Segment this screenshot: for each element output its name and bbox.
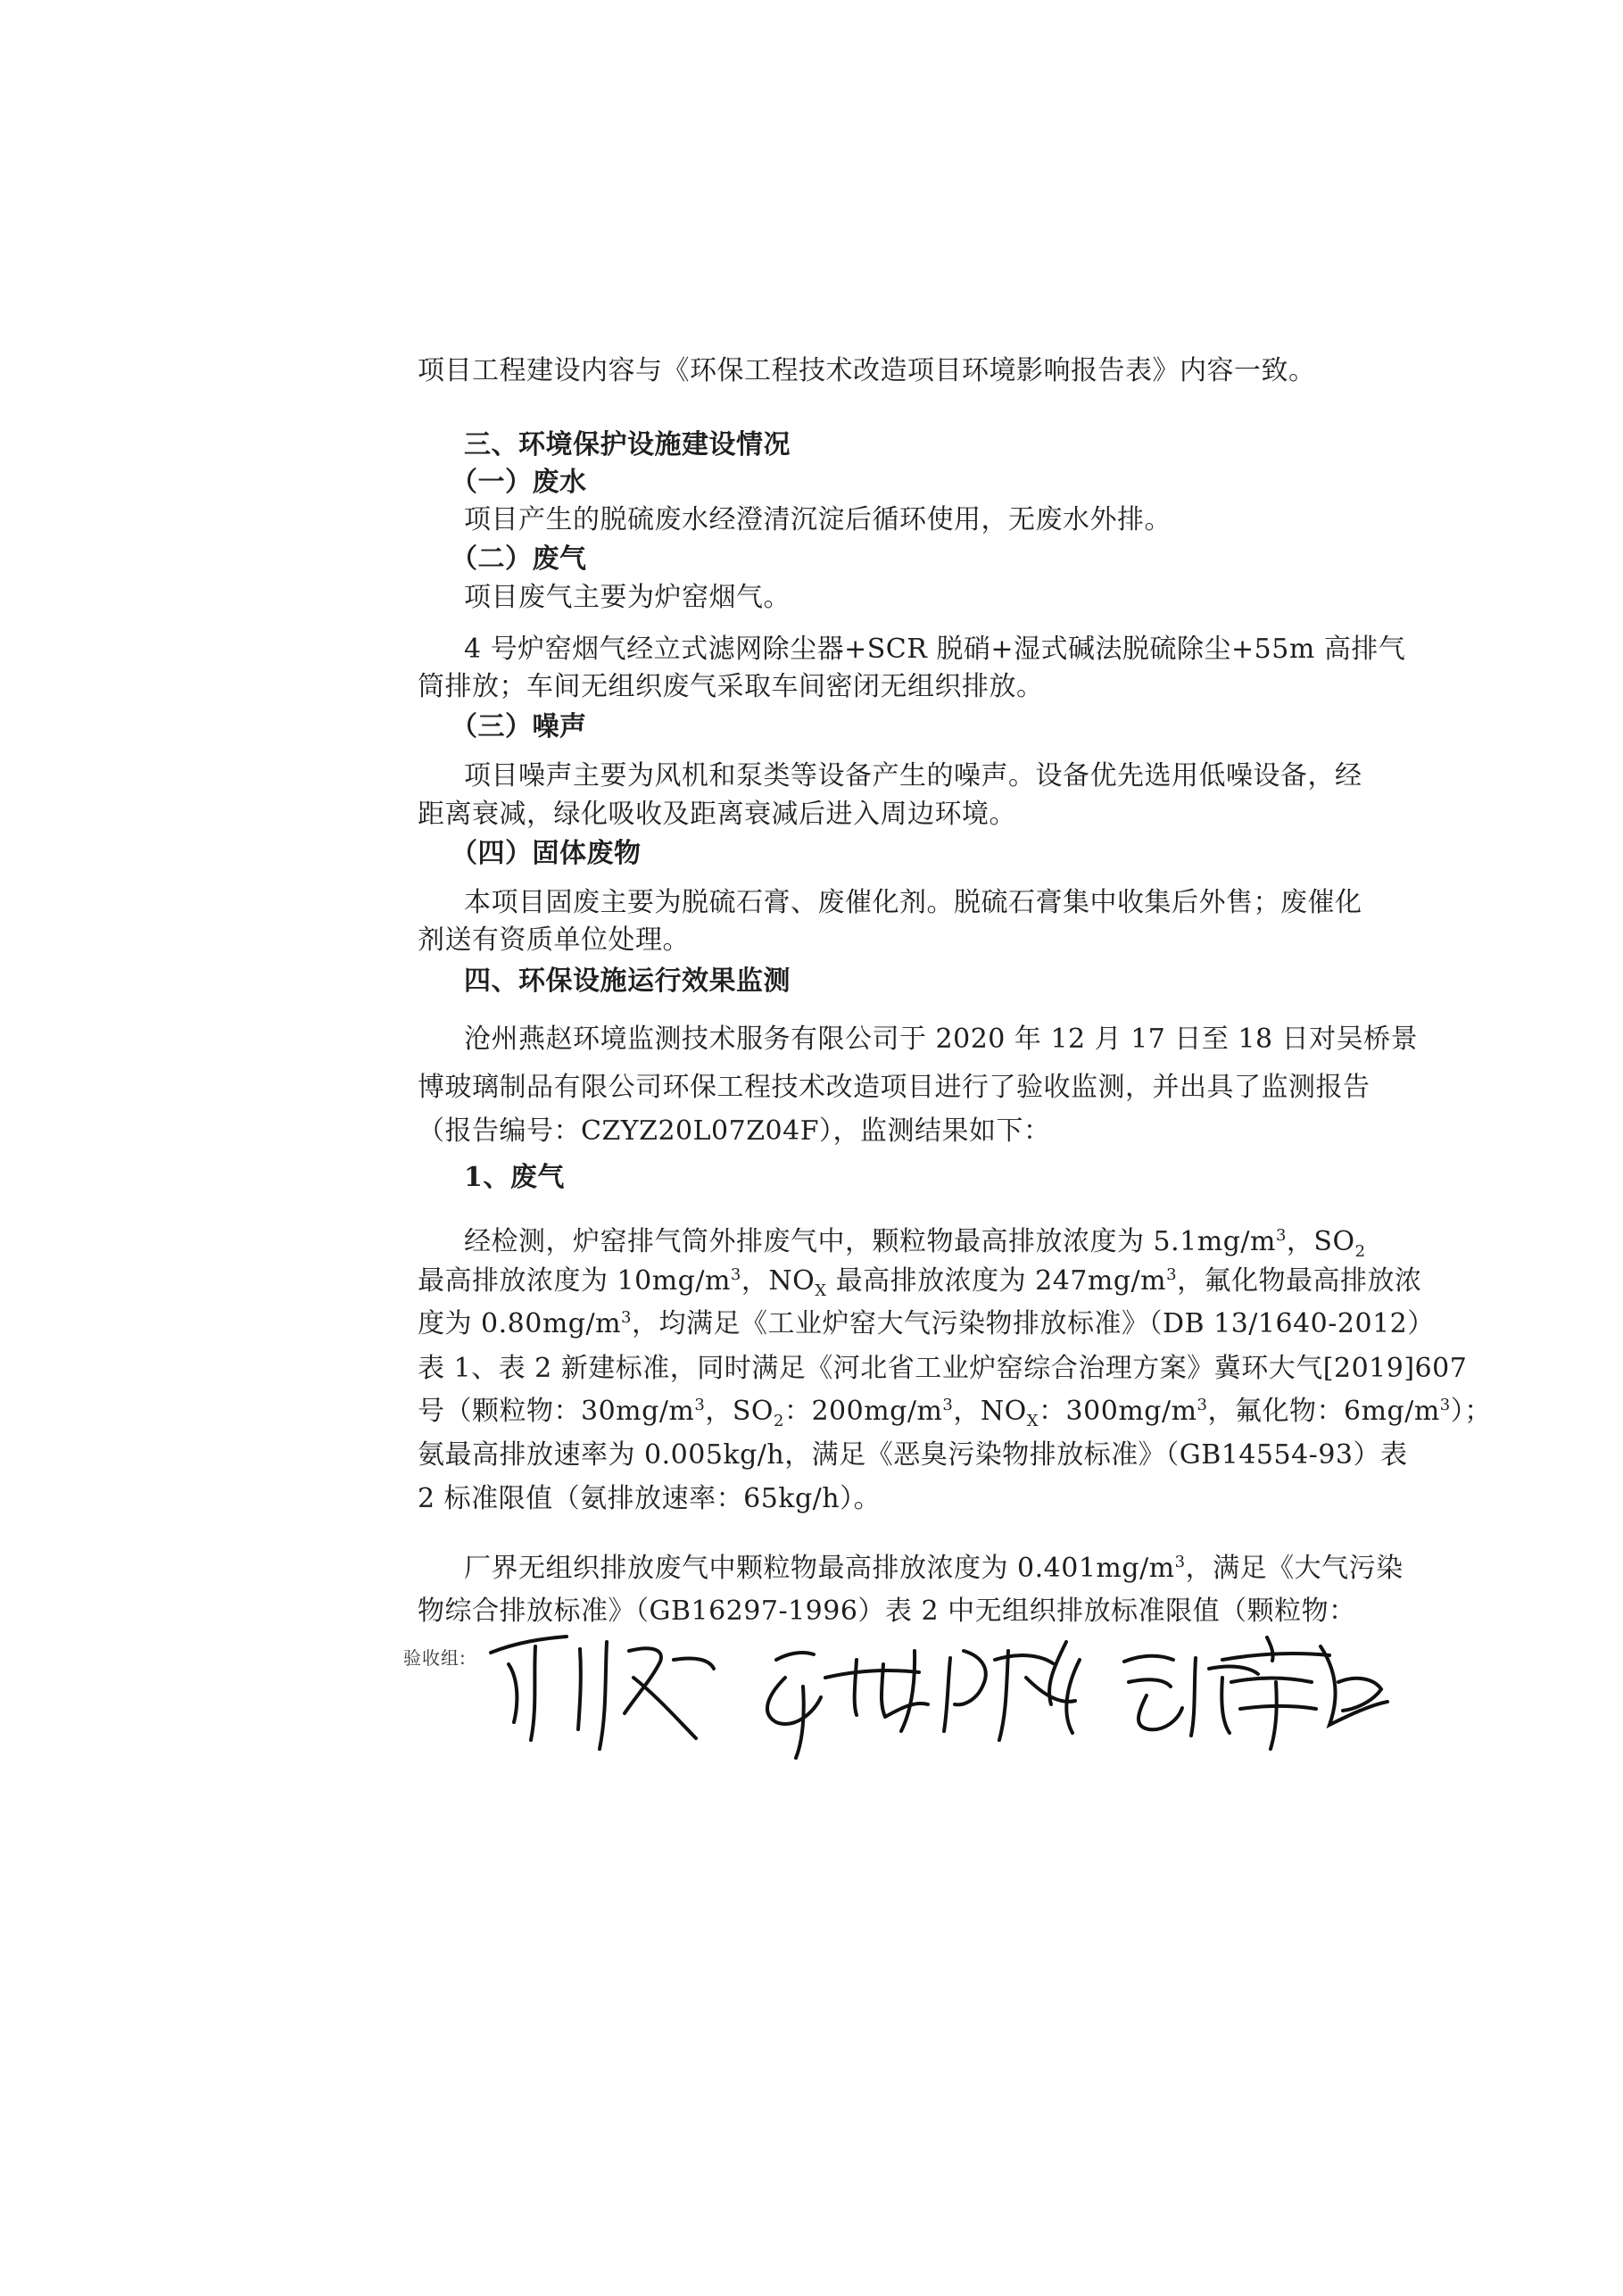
- section-heading: 四、环保设施运行效果监测: [464, 966, 791, 997]
- emission-line-1: 经检测，炉窑排气筒外排废气中，颗粒物最高排放浓度为 $5.1mg/m^3$，$SO_2$: [464, 1226, 1366, 1261]
- body-line: 本项目固废主要为脱硫石膏、废催化剂。脱硫石膏集中收集后外售；废催化: [464, 887, 1362, 918]
- signature-3: [944, 1642, 1080, 1740]
- body-line: 项目工程建设内容与《环保工程技术改造项目环境影响报告表》内容一致。: [418, 355, 1316, 386]
- body-line: 博玻璃制品有限公司环保工程技术改造项目进行了验收监测，并出具了监测报告: [418, 1072, 1370, 1103]
- body-line: 项目噪声主要为风机和泵类等设备产生的噪声。设备优先选用低噪设备，经: [464, 760, 1362, 792]
- emission-line-6: 氨最高排放速率为 0.005kg/h，满足《恶臭污染物排放标准》（GB14554-93）表: [418, 1439, 1408, 1471]
- signature-label: 验收组:: [403, 1647, 467, 1669]
- body-line: 项目产生的脱硫废水经澄清沉淀后循环使用，无废水外排。: [464, 504, 1172, 535]
- fugitive-line-2: 物综合排放标准》（GB16297-1996）表 2 中无组织排放标准限值（颗粒物：: [418, 1596, 1356, 1627]
- emission-line-2: 最高排放浓度为 $10mg/m^3$，$NO_X$ 最高排放浓度为 $247mg/m^3$，氟化物最高排放浓: [418, 1265, 1422, 1300]
- section-heading: 三、环境保护设施建设情况: [464, 429, 791, 460]
- emission-line-4: 表 1、表 2 新建标准，同时满足《河北省工业炉窑综合治理方案》冀环大气[2019]607: [418, 1353, 1468, 1384]
- body-line: 距离衰减，绿化吸收及距离衰减后进入周边环境。: [418, 799, 1016, 830]
- subsection-heading: （三）噪声: [451, 711, 587, 742]
- signature-5: [1205, 1620, 1401, 1753]
- fugitive-line-1: 厂界无组织排放废气中颗粒物最高排放浓度为 $0.401mg/m^3$，满足《大气污染: [464, 1553, 1404, 1584]
- body-line: 沧州燕赵环境监测技术服务有限公司于 2020 年 12 月 17 日至 18 日对吴桥景: [464, 1024, 1419, 1055]
- emission-line-3: 度为 $0.80mg/m^3$，均满足《工业炉窑大气污染物排放标准》（DB 13/1640-2012）: [418, 1308, 1435, 1339]
- body-line: 4 号炉窑烟气经立式滤网除尘器+SCR 脱硝+湿式碱法脱硫除尘+55m 高排气: [464, 634, 1406, 665]
- emission-line-7: 2 标准限值（氨排放速率：65kg/h）。: [418, 1483, 882, 1514]
- subsection-heading: （一）废水: [451, 467, 587, 498]
- body-line: 剂送有资质单位处理。: [418, 924, 690, 956]
- body-line: （报告编号：CZYZ20L07Z04F），监测结果如下：: [418, 1115, 1051, 1147]
- subsection-heading: （四）固体废物: [451, 838, 642, 869]
- signatures: [482, 1615, 1312, 1767]
- signature-2: [767, 1651, 928, 1758]
- body-line: 项目废气主要为炉窑烟气。: [464, 582, 791, 613]
- emission-line-5: 号（颗粒物：$30mg/m^3$，$SO_2$：$200mg/m^3$，$NO_X$：$300mg/m^3$，氟化物：$6mg/m^3$）；: [418, 1396, 1492, 1430]
- body-line: 筒排放；车间无组织废气采取车间密闭无组织排放。: [418, 671, 1044, 702]
- subsection-heading: （二）废气: [451, 543, 587, 575]
- subsection-heading: 1、废气: [464, 1162, 565, 1193]
- signature-1: [491, 1637, 714, 1749]
